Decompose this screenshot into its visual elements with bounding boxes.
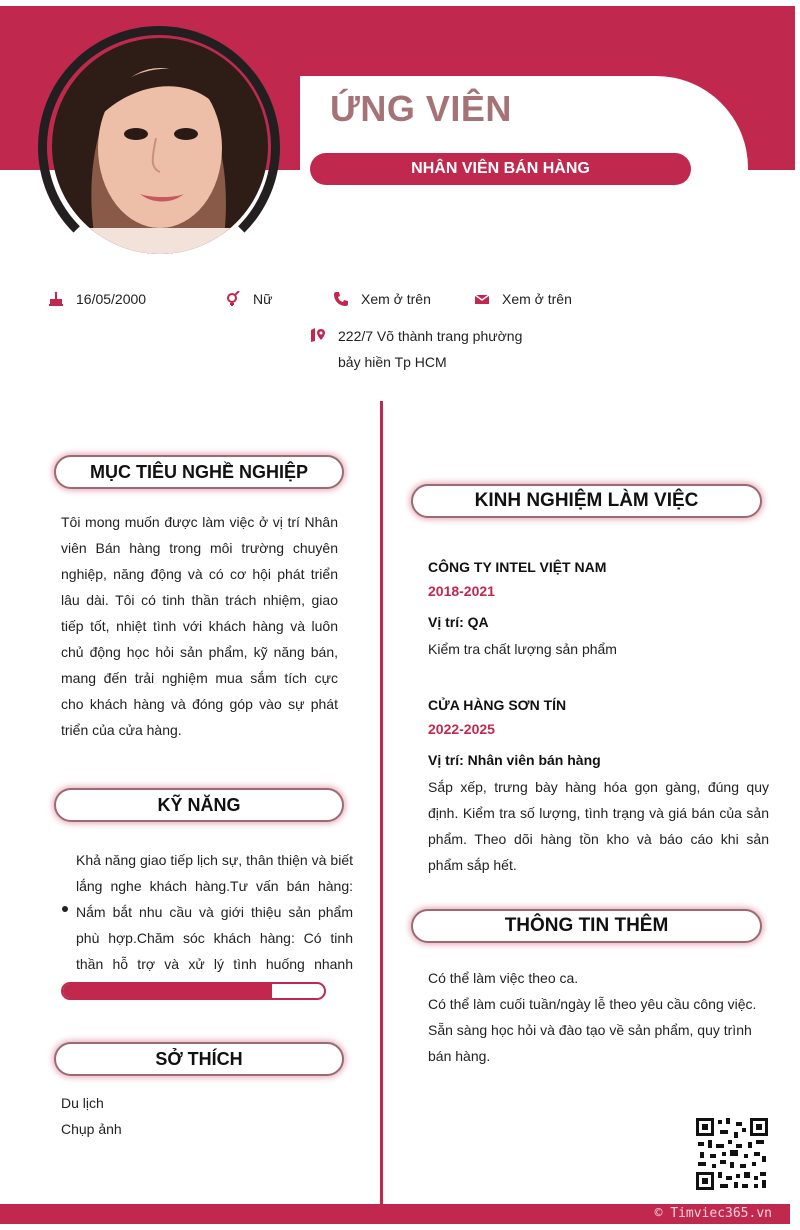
address-line-2: bảy hiền Tp HCM (338, 354, 447, 370)
extra-info-line: Có thể làm cuối tuần/ngày lễ theo yêu cầu công việc. (428, 996, 757, 1012)
mail-icon (474, 291, 490, 307)
objective-heading: MỤC TIÊU NGHỀ NGHIỆP (54, 455, 344, 489)
dob-field (48, 291, 146, 307)
position-badge: NHÂN VIÊN BÁN HÀNG (310, 153, 691, 185)
skill-level-bar (61, 982, 326, 1000)
gender-value: Nữ (253, 291, 273, 307)
hobby-item: Du lịch (61, 1095, 104, 1111)
cake-icon (48, 291, 64, 307)
phone-icon (333, 291, 349, 307)
skill-bullet (62, 906, 68, 912)
extra-info-line: Sẵn sàng học hỏi và đào tạo về sản phẩm, quy trình bán hàng. (428, 1022, 752, 1064)
avatar-photo (52, 38, 268, 254)
hobby-item: Chụp ảnh (61, 1121, 122, 1137)
job-role: Vị trí: Nhân viên bán hàng (428, 752, 601, 768)
email-field (474, 291, 572, 307)
map-pin-icon (310, 327, 326, 343)
extra-info-heading: THÔNG TIN THÊM (411, 909, 762, 943)
skills-heading: KỸ NĂNG (54, 788, 344, 822)
job-description: Kiểm tra chất lượng sản phẩm (428, 641, 617, 657)
gender-icon (225, 291, 241, 307)
phone-value: Xem ở trên (361, 291, 431, 307)
candidate-name: ỨNG VIÊN (330, 88, 512, 129)
job-company: CỬA HÀNG SƠN TÍN (428, 697, 567, 713)
hobbies-heading: SỞ THÍCH (54, 1042, 344, 1076)
job-description: Sắp xếp, trưng bày hàng hóa gọn gàng, đúng quy định. Kiểm tra số lượng, tình trạng và giá bán của sản phẩm. Theo dõi hàng tồn kho và báo cáo khi sản phẩm sắp hết. (428, 779, 769, 873)
job-company: CÔNG TY INTEL VIỆT NAM (428, 559, 607, 575)
dob-value: 16/05/2000 (76, 291, 147, 307)
qr-code[interactable] (696, 1118, 768, 1190)
address-field (310, 323, 538, 375)
skill-level-fill (63, 984, 272, 998)
skills-text: Khả năng giao tiếp lịch sự, thân thiện và biết lắng nghe khách hàng.Tư vấn bán hàng: Nắm bắt nhu cầu và giới thiệu sản phẩm phù hợp.Chăm sóc khách hàng: Có tinh thần hỗ trợ và xử lý tình huống nhanh (76, 852, 353, 972)
job-years: 2022-2025 (428, 721, 495, 737)
objective-text: Tôi mong muốn được làm việc ở vị trí Nhân viên Bán hàng trong môi trường chuyên nghiệp, năng động và có cơ hội phát triển lâu dài. Tôi có tinh thần trách nhiệm, giao tiếp tốt, nhiệt tình với khách hàng và luôn chủ động học hỏi sản phẩm, kỹ năng bán, mang đến trải nghiệm mua sắm tích cực cho khách hàng và đóng góp vào sự phát triển của cửa hàng. (61, 514, 338, 738)
job-years: 2018-2021 (428, 583, 495, 599)
job-role: Vị trí: QA (428, 614, 489, 630)
extra-info-line: Có thể làm việc theo ca. (428, 970, 579, 986)
email-value: Xem ở trên (502, 291, 572, 307)
address-line-1: 222/7 Võ thành trang phường (338, 328, 523, 344)
footer-brand[interactable]: © Timviec365.vn (654, 1206, 772, 1221)
avatar (52, 38, 268, 254)
experience-heading: KINH NGHIỆM LÀM VIỆC (411, 484, 762, 518)
gender-field (225, 291, 272, 307)
phone-field (333, 291, 431, 307)
column-divider (380, 401, 383, 1204)
